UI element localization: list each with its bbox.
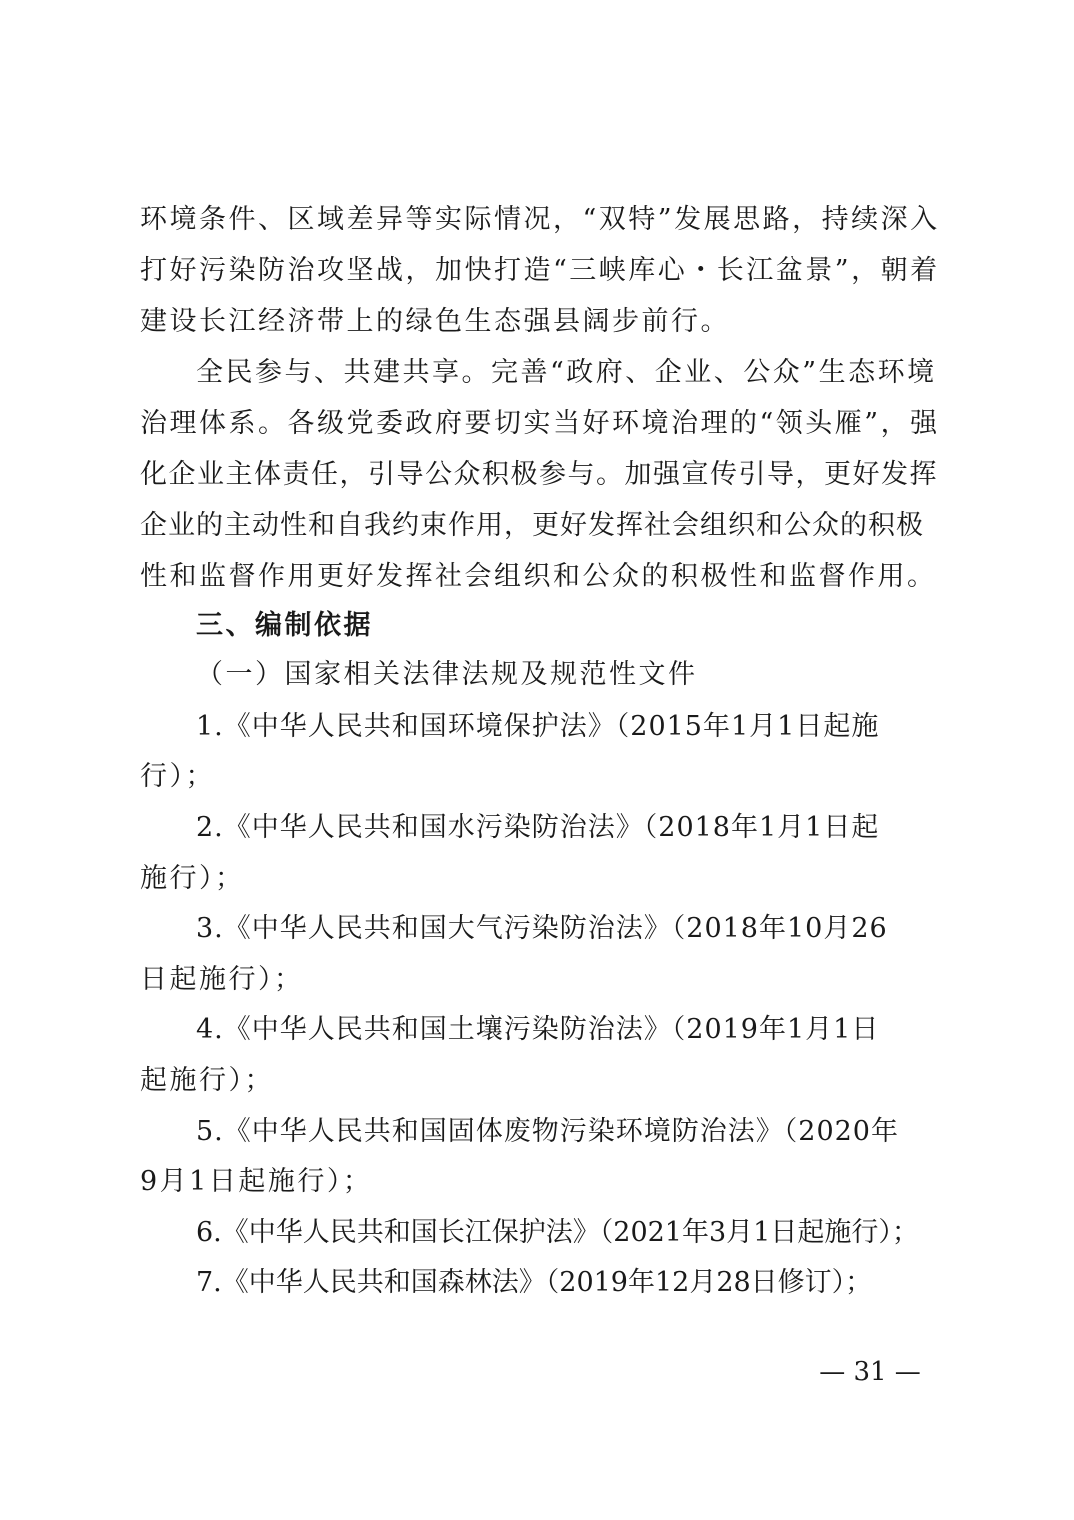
list-item-7: 7.《中华人民共和国森林法》（2019年12月28日修订）；	[196, 1267, 873, 1298]
page-number: — 31 —	[819, 1357, 921, 1387]
paragraph-line-7: 企业的主动性和自我约束作用，更好发挥社会组织和公众的积极	[140, 510, 924, 541]
list-item-2-cont: 施行）；	[140, 863, 245, 894]
list-item-3-cont: 日起施行）；	[140, 964, 304, 995]
list-item-3: 3.《中华人民共和国大气污染防治法》（2018年10月26	[196, 913, 888, 944]
list-item-2: 2.《中华人民共和国水污染防治法》（2018年1月1日起	[196, 812, 880, 843]
section-heading: 三、编制依据	[196, 610, 373, 641]
list-item-6: 6.《中华人民共和国长江保护法》（2021年3月1日起施行）；	[196, 1217, 919, 1248]
paragraph-line-4: 全民参与、共建共享。完善“政府、企业、公众”生态环境	[196, 357, 937, 388]
paragraph-line-2: 打好污染防治攻坚战，加快打造“三峡库心・长江盆景”，朝着	[140, 255, 940, 286]
paragraph-line-5: 治理体系。各级党委政府要切实当好环境治理的“领头雁”，强	[140, 408, 940, 439]
list-item-5-cont: 9月1日起施行）；	[140, 1166, 373, 1197]
subsection-heading: （一）国家相关法律法规及规范性文件	[196, 659, 698, 690]
list-item-5: 5.《中华人民共和国固体废物污染环境防治法》（2020年	[196, 1116, 899, 1147]
list-item-1: 1.《中华人民共和国环境保护法》（2015年1月1日起施	[196, 711, 880, 742]
paragraph-line-6: 化企业主体责任，引导公众积极参与。加强宣传引导，更好发挥	[140, 459, 938, 490]
list-item-4-cont: 起施行）；	[140, 1065, 274, 1096]
paragraph-line-3: 建设长江经济带上的绿色生态强县阔步前行。	[140, 306, 730, 337]
list-item-4: 4.《中华人民共和国土壤污染防治法》（2019年1月1日	[196, 1014, 880, 1045]
list-item-1-cont: 行）；	[140, 761, 215, 792]
paragraph-line-8: 性和监督作用更好发挥社会组织和公众的积极性和监督作用。	[140, 561, 937, 592]
paragraph-line-1: 环境条件、区域差异等实际情况，“双特”发展思路，持续深入	[140, 204, 940, 235]
